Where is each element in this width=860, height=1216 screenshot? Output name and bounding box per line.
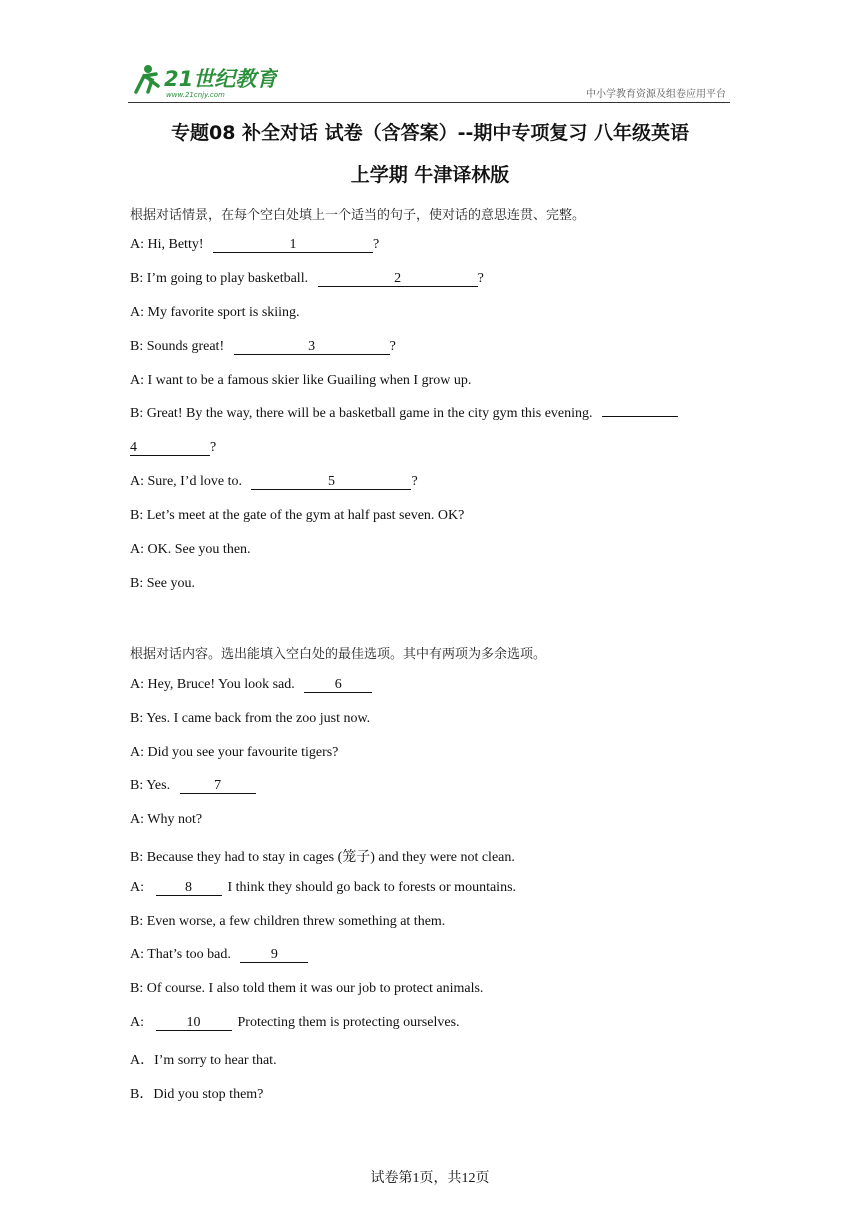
page-header [128,62,730,103]
answer-blank[interactable]: 4 [130,440,210,456]
answer-blank[interactable]: 9 [240,947,308,963]
dialogue-line: B: Yes. I came back from the zoo just now. [130,711,371,726]
answer-blank[interactable]: 10 [156,1015,232,1031]
dialogue-line [130,406,678,422]
dialogue-line [130,1015,460,1031]
option-b: B．Did you stop them? [130,1087,264,1102]
line-text: A: That’s too bad. [130,947,231,962]
section1-instruction: 根据对话情景，在每个空白处填上一个适当的句子，使对话的意思连贯、完整。 [130,208,586,223]
line-text: B: Yes. [130,778,171,793]
line-text: ? [210,440,217,455]
dialogue-line [130,440,216,456]
line-text: I think they should go back to forests or mountains. [227,880,517,895]
answer-blank-part[interactable] [602,416,678,417]
dialogue-line [130,677,372,693]
line-text: A: Hi, Betty! [130,237,204,252]
dialogue-line: A: OK. See you then. [130,542,251,557]
answer-blank[interactable]: 8 [156,880,222,896]
line-text: ? [389,339,396,354]
dialogue-line [130,778,256,794]
answer-blank[interactable]: 5 [251,474,411,490]
line-text: ? [373,237,380,252]
line-text: ? [411,474,418,489]
line-text: B: Sounds great! [130,339,225,354]
dialogue-line [130,339,396,355]
logo [128,62,278,100]
answer-blank[interactable]: 1 [213,237,373,253]
answer-blank[interactable]: 3 [234,339,390,355]
line-text: A: [130,1015,144,1030]
dialogue-line: B: Because they had to stay in cages (笼子) and they were not clean. [130,850,515,865]
answer-blank[interactable]: 6 [304,677,372,693]
platform-label: 中小学教育资源及组卷应用平台 [586,89,726,100]
answer-blank[interactable]: 7 [180,778,256,794]
dialogue-line: B: Let’s meet at the gate of the gym at half past seven. OK? [130,508,465,523]
answer-blank[interactable]: 2 [318,271,478,287]
line-text: B: I’m going to play basketball. [130,271,309,286]
dialogue-line [130,947,308,963]
page-title-line-1: 专题08 补全对话 试卷（含答案）--期中专项复习 八年级英语 [170,122,690,144]
line-text: A: Hey, Bruce! You look sad. [130,677,295,692]
logo-text: 21世纪教育 [164,67,278,91]
dialogue-line: B: See you. [130,576,195,591]
dialogue-line [130,237,379,253]
dialogue-line: B: Even worse, a few children threw something at them. [130,914,446,929]
option-a: A．I’m sorry to hear that. [130,1053,277,1068]
dialogue-line: A: Why not? [130,812,203,827]
page-title-line-2: 上学期 牛津译林版 [350,164,510,186]
dialogue-line: A: Did you see your favourite tigers? [130,745,339,760]
line-text: Protecting them is protecting ourselves. [237,1015,460,1030]
line-text: A: Sure, I’d love to. [130,474,242,489]
line-text: B: Great! By the way, there will be a basketball game in the city gym this evening. [130,406,593,421]
dialogue-line [130,271,484,287]
dialogue-line [130,474,418,490]
line-text: ? [477,271,484,286]
line-text: A: [130,880,144,895]
dialogue-line: A: I want to be a famous skier like Guailing when I grow up. [130,373,472,388]
dialogue-line: B: Of course. I also told them it was our job to protect animals. [130,981,484,996]
page-number: 试卷第1页，共12页 [370,1171,490,1186]
logo-url-text: www.21cnjy.com [166,91,225,99]
section2-instruction: 根据对话内容。选出能填入空白处的最佳选项。其中有两项为多余选项。 [130,647,547,662]
dialogue-line [130,880,516,896]
dialogue-line: A: My favorite sport is skiing. [130,305,300,320]
